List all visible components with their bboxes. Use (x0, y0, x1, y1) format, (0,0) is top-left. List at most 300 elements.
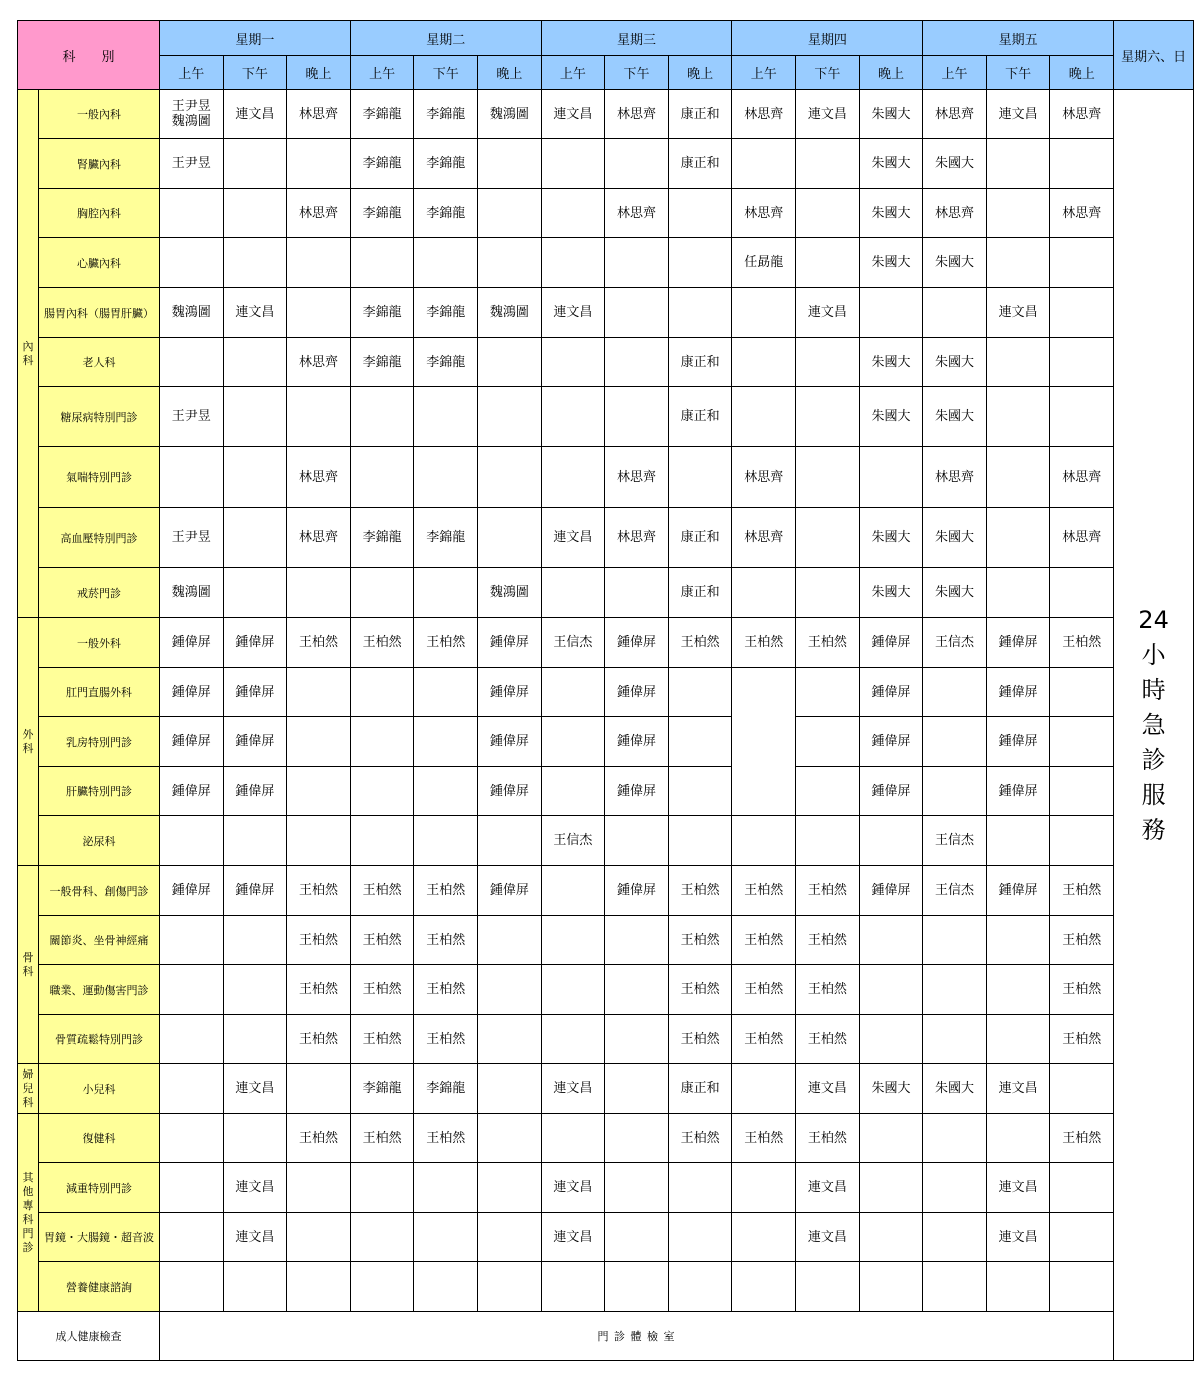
doctor-cell (986, 338, 1050, 387)
doctor-cell: 朱國大 (923, 338, 987, 387)
schedule-row (18, 338, 1194, 387)
doctor-cell: 王信杰 (541, 816, 605, 866)
doctor-cell (478, 338, 542, 387)
doctor-cell: 連文昌 (223, 1064, 287, 1114)
doctor-cell (1050, 238, 1114, 288)
doctor-cell (414, 238, 478, 288)
doctor-cell: 鍾偉屏 (986, 717, 1050, 767)
doctor-cell: 連文昌 (986, 1163, 1050, 1213)
doctor-cell (923, 1015, 987, 1064)
doctor-cell (414, 387, 478, 447)
doctor-cell (732, 387, 796, 447)
day-header-monday: 星期一 (160, 21, 351, 56)
doctor-cell: 康正和 (668, 568, 732, 618)
doctor-cell: 林思齊 (923, 90, 987, 139)
doctor-cell (986, 1015, 1050, 1064)
doctor-cell (668, 1262, 732, 1312)
doctor-cell (923, 668, 987, 717)
doctor-cell (160, 965, 224, 1015)
doctor-cell (796, 568, 860, 618)
doctor-cell: 王柏然 (1050, 618, 1114, 668)
doctor-cell (541, 965, 605, 1015)
category-label: 婦兒科 (22, 1067, 34, 1109)
doctor-cell: 王尹昱 (160, 508, 224, 568)
doctor-cell (1050, 139, 1114, 189)
doctor-cell: 連文昌 (541, 1064, 605, 1114)
doctor-cell (287, 1262, 351, 1312)
department-label: 腎臟內科 (39, 139, 160, 189)
doctor-cell (605, 816, 669, 866)
category-label: 內科 (22, 339, 34, 367)
doctor-cell (859, 288, 923, 338)
doctor-cell (605, 916, 669, 965)
doctor-cell (923, 1163, 987, 1213)
doctor-cell (350, 238, 414, 288)
weekend-header: 星期六、日 (1114, 21, 1194, 90)
doctor-cell (414, 1213, 478, 1262)
doctor-cell (414, 816, 478, 866)
doctor-cell (541, 238, 605, 288)
department-label: 一般外科 (39, 618, 160, 668)
doctor-cell: 鍾偉屏 (160, 866, 224, 916)
doctor-cell: 王柏然 (668, 965, 732, 1015)
doctor-cell (732, 1262, 796, 1312)
doctor-cell: 鍾偉屏 (605, 767, 669, 816)
doctor-cell (223, 568, 287, 618)
doctor-cell (160, 338, 224, 387)
department-label: 關節炎、坐骨神經痛 (39, 916, 160, 965)
doctor-cell: 連文昌 (986, 1064, 1050, 1114)
doctor-cell: 林思齊 (287, 508, 351, 568)
doctor-cell (923, 916, 987, 965)
day-header-wednesday: 星期三 (541, 21, 732, 56)
doctor-cell (986, 816, 1050, 866)
doctor-cell: 王柏然 (350, 618, 414, 668)
doctor-cell: 王柏然 (796, 866, 860, 916)
doctor-cell (287, 767, 351, 816)
doctor-cell: 鍾偉屏 (223, 717, 287, 767)
doctor-cell (859, 1114, 923, 1163)
doctor-cell (287, 139, 351, 189)
doctor-cell: 鍾偉屏 (223, 866, 287, 916)
schedule-row (18, 1015, 1194, 1064)
doctor-cell: 王柏然 (668, 1114, 732, 1163)
slot-header-tue-evening: 晚上 (478, 56, 542, 90)
doctor-cell (859, 1015, 923, 1064)
slot-header-mon-evening: 晚上 (287, 56, 351, 90)
doctor-cell: 王柏然 (1050, 1114, 1114, 1163)
doctor-cell (350, 387, 414, 447)
doctor-cell: 林思齊 (287, 338, 351, 387)
checkup-location: 門 診 體 檢 室 (160, 1312, 1114, 1361)
doctor-cell: 鍾偉屏 (986, 618, 1050, 668)
doctor-cell (796, 668, 860, 717)
checkup-row (18, 1312, 1194, 1361)
doctor-cell (668, 1163, 732, 1213)
doctor-cell (796, 767, 860, 816)
doctor-cell: 鍾偉屏 (478, 717, 542, 767)
schedule-body (18, 90, 1194, 1361)
doctor-cell: 連文昌 (796, 1213, 860, 1262)
doctor-cell: 連文昌 (541, 1213, 605, 1262)
doctor-cell: 林思齊 (732, 447, 796, 508)
doctor-cell (605, 139, 669, 189)
doctor-cell (1050, 338, 1114, 387)
schedule-row (18, 139, 1194, 189)
department-header: 科 別 (18, 21, 160, 90)
doctor-cell: 王柏然 (287, 866, 351, 916)
doctor-cell: 鍾偉屏 (859, 618, 923, 668)
doctor-cell (478, 1114, 542, 1163)
doctor-cell: 林思齊 (287, 447, 351, 508)
doctor-cell (223, 238, 287, 288)
doctor-cell (923, 288, 987, 338)
doctor-cell: 連文昌 (223, 90, 287, 139)
department-label: 乳房特別門診 (39, 717, 160, 767)
doctor-cell: 李錦龍 (414, 90, 478, 139)
doctor-cell (160, 1163, 224, 1213)
slot-header-fri-afternoon: 下午 (986, 56, 1050, 90)
department-label: 腸胃內科（腸胃肝臟） (39, 288, 160, 338)
doctor-cell (605, 1064, 669, 1114)
doctor-cell (605, 1213, 669, 1262)
doctor-cell: 王柏然 (414, 866, 478, 916)
doctor-cell (1050, 816, 1114, 866)
doctor-cell (668, 767, 732, 816)
doctor-cell: 朱國大 (859, 90, 923, 139)
schedule-row (18, 717, 1194, 767)
category-cell (18, 618, 39, 866)
doctor-cell (859, 1163, 923, 1213)
department-label: 氣喘特別門診 (39, 447, 160, 508)
doctor-cell: 王柏然 (1050, 965, 1114, 1015)
doctor-cell (605, 965, 669, 1015)
doctor-cell: 李錦龍 (350, 1064, 414, 1114)
doctor-cell: 王柏然 (732, 618, 796, 668)
doctor-cell: 林思齊 (605, 508, 669, 568)
doctor-cell: 鍾偉屏 (986, 668, 1050, 717)
doctor-cell: 鍾偉屏 (478, 767, 542, 816)
doctor-cell: 鍾偉屏 (478, 618, 542, 668)
doctor-cell (160, 916, 224, 965)
doctor-cell (478, 189, 542, 238)
doctor-cell: 魏鴻圖 (478, 568, 542, 618)
slot-header-thu-afternoon: 下午 (796, 56, 860, 90)
doctor-cell (223, 447, 287, 508)
doctor-cell: 鍾偉屏 (160, 767, 224, 816)
doctor-cell: 王柏然 (1050, 1015, 1114, 1064)
doctor-cell (605, 1262, 669, 1312)
doctor-cell (414, 668, 478, 717)
day-header-row (18, 21, 1194, 56)
doctor-cell: 朱國大 (859, 238, 923, 288)
slot-header-row (18, 56, 1194, 90)
doctor-cell: 魏鴻圖 (478, 288, 542, 338)
doctor-cell: 王柏然 (668, 1015, 732, 1064)
doctor-cell: 鍾偉屏 (478, 668, 542, 717)
doctor-cell: 鍾偉屏 (859, 767, 923, 816)
doctor-cell: 鍾偉屏 (160, 618, 224, 668)
doctor-cell (287, 1163, 351, 1213)
schedule-row (18, 90, 1194, 139)
doctor-cell (478, 139, 542, 189)
doctor-cell (796, 139, 860, 189)
doctor-cell: 王尹昱 (160, 139, 224, 189)
doctor-cell (541, 189, 605, 238)
doctor-cell: 鍾偉屏 (605, 717, 669, 767)
slot-header-mon-morning: 上午 (160, 56, 224, 90)
doctor-cell (350, 767, 414, 816)
doctor-cell: 朱國大 (859, 387, 923, 447)
day-header-tuesday: 星期二 (350, 21, 541, 56)
doctor-cell (223, 816, 287, 866)
slot-header-tue-afternoon: 下午 (414, 56, 478, 90)
doctor-cell (605, 387, 669, 447)
day-header-friday: 星期五 (923, 21, 1114, 56)
doctor-cell: 王柏然 (287, 1114, 351, 1163)
doctor-cell (478, 1015, 542, 1064)
doctor-cell: 林思齊 (732, 508, 796, 568)
doctor-cell (859, 965, 923, 1015)
department-label: 胃鏡・大腸鏡・超音波 (39, 1213, 160, 1262)
doctor-cell: 王柏然 (732, 916, 796, 965)
doctor-cell (923, 1213, 987, 1262)
doctor-cell (605, 288, 669, 338)
doctor-cell: 林思齊 (287, 189, 351, 238)
schedule-row (18, 668, 1194, 717)
doctor-cell (1050, 1163, 1114, 1213)
doctor-cell (605, 1015, 669, 1064)
doctor-cell: 鍾偉屏 (223, 767, 287, 816)
doctor-cell: 朱國大 (859, 508, 923, 568)
doctor-cell: 林思齊 (1050, 508, 1114, 568)
doctor-cell (796, 238, 860, 288)
doctor-cell: 朱國大 (923, 1064, 987, 1114)
department-label: 老人科 (39, 338, 160, 387)
doctor-cell: 鍾偉屏 (859, 717, 923, 767)
doctor-cell (350, 447, 414, 508)
schedule-row (18, 965, 1194, 1015)
doctor-cell: 康正和 (668, 90, 732, 139)
doctor-cell (287, 1213, 351, 1262)
doctor-cell: 李錦龍 (414, 139, 478, 189)
doctor-cell: 王柏然 (1050, 866, 1114, 916)
schedule-row (18, 1064, 1194, 1114)
doctor-cell (859, 816, 923, 866)
doctor-cell (668, 717, 732, 767)
doctor-cell (160, 1262, 224, 1312)
doctor-cell (223, 1114, 287, 1163)
doctor-cell: 任勗龍 (732, 238, 796, 288)
doctor-cell (732, 288, 796, 338)
doctor-cell (478, 816, 542, 866)
doctor-cell: 林思齊 (605, 90, 669, 139)
category-label: 骨科 (22, 950, 34, 978)
schedule-row (18, 1114, 1194, 1163)
doctor-cell (160, 1015, 224, 1064)
department-label: 一般內科 (39, 90, 160, 139)
doctor-cell: 李錦龍 (414, 338, 478, 387)
doctor-cell: 鍾偉屏 (223, 618, 287, 668)
slot-header-thu-morning: 上午 (732, 56, 796, 90)
doctor-cell: 連文昌 (796, 1163, 860, 1213)
doctor-cell (478, 508, 542, 568)
doctor-cell (478, 1064, 542, 1114)
doctor-cell (350, 668, 414, 717)
doctor-cell: 王信杰 (923, 866, 987, 916)
department-label: 肝臟特別門診 (39, 767, 160, 816)
doctor-cell (986, 387, 1050, 447)
doctor-cell (287, 1064, 351, 1114)
doctor-cell (796, 717, 860, 767)
doctor-cell (605, 568, 669, 618)
doctor-cell: 魏鴻圖 (160, 288, 224, 338)
doctor-cell (541, 387, 605, 447)
doctor-cell (160, 189, 224, 238)
category-cell (18, 1114, 39, 1312)
doctor-cell (1050, 668, 1114, 717)
doctor-cell: 連文昌 (541, 90, 605, 139)
slot-header-fri-evening: 晚上 (1050, 56, 1114, 90)
doctor-cell: 連文昌 (796, 90, 860, 139)
doctor-cell (1050, 1213, 1114, 1262)
doctor-cell (796, 816, 860, 866)
doctor-cell (986, 508, 1050, 568)
doctor-cell: 鍾偉屏 (223, 668, 287, 717)
doctor-cell (986, 238, 1050, 288)
doctor-cell: 連文昌 (986, 288, 1050, 338)
doctor-cell (223, 189, 287, 238)
department-label: 職業、運動傷害門診 (39, 965, 160, 1015)
doctor-cell (478, 238, 542, 288)
doctor-cell: 王柏然 (287, 965, 351, 1015)
doctor-cell (287, 717, 351, 767)
doctor-cell (223, 139, 287, 189)
doctor-cell: 王柏然 (414, 1114, 478, 1163)
doctor-cell (668, 668, 732, 717)
doctor-cell (350, 1163, 414, 1213)
doctor-cell: 林思齊 (287, 90, 351, 139)
doctor-cell (414, 767, 478, 816)
doctor-cell (478, 1262, 542, 1312)
doctor-cell (923, 767, 987, 816)
doctor-cell: 李錦龍 (414, 288, 478, 338)
doctor-cell: 王柏然 (668, 618, 732, 668)
doctor-cell (732, 1163, 796, 1213)
category-label: 其他專科門診 (22, 1170, 34, 1254)
doctor-cell: 王信杰 (923, 618, 987, 668)
doctor-cell (478, 1163, 542, 1213)
doctor-cell: 朱國大 (859, 1064, 923, 1114)
department-label: 一般骨科、創傷門診 (39, 866, 160, 916)
schedule-row (18, 447, 1194, 508)
doctor-cell: 朱國大 (859, 189, 923, 238)
doctor-cell (923, 1262, 987, 1312)
doctor-cell (541, 338, 605, 387)
doctor-cell (160, 1064, 224, 1114)
doctor-cell (541, 447, 605, 508)
slot-header-fri-morning: 上午 (923, 56, 987, 90)
schedule-row (18, 816, 1194, 866)
doctor-cell (986, 189, 1050, 238)
doctor-cell: 朱國大 (859, 568, 923, 618)
doctor-cell: 康正和 (668, 338, 732, 387)
schedule-row (18, 288, 1194, 338)
department-label: 戒菸門診 (39, 568, 160, 618)
doctor-cell: 王柏然 (796, 965, 860, 1015)
doctor-cell (1050, 288, 1114, 338)
doctor-cell (478, 1213, 542, 1262)
doctor-cell: 王尹昱 (160, 387, 224, 447)
doctor-cell: 王柏然 (668, 916, 732, 965)
doctor-cell: 王柏然 (668, 866, 732, 916)
doctor-cell (160, 816, 224, 866)
doctor-cell (160, 238, 224, 288)
emergency-service-cell (1114, 90, 1194, 1361)
doctor-cell (732, 668, 796, 816)
doctor-cell (986, 965, 1050, 1015)
doctor-cell (160, 1213, 224, 1262)
doctor-cell (732, 816, 796, 866)
doctor-cell (223, 338, 287, 387)
doctor-cell: 朱國大 (923, 387, 987, 447)
doctor-cell (923, 717, 987, 767)
doctor-cell: 王柏然 (350, 1114, 414, 1163)
doctor-cell (668, 447, 732, 508)
category-cell (18, 90, 39, 618)
doctor-cell (986, 447, 1050, 508)
doctor-cell (541, 916, 605, 965)
doctor-cell: 鍾偉屏 (160, 717, 224, 767)
doctor-cell (859, 447, 923, 508)
doctor-cell: 鍾偉屏 (605, 668, 669, 717)
doctor-cell: 朱國大 (859, 139, 923, 189)
doctor-cell (414, 447, 478, 508)
doctor-cell (350, 717, 414, 767)
doctor-cell (1050, 568, 1114, 618)
doctor-cell (1050, 717, 1114, 767)
doctor-cell (923, 965, 987, 1015)
doctor-cell (414, 1163, 478, 1213)
doctor-cell: 王柏然 (732, 1114, 796, 1163)
doctor-cell: 連文昌 (541, 508, 605, 568)
doctor-cell (796, 1262, 860, 1312)
doctor-cell: 鍾偉屏 (605, 866, 669, 916)
schedule-row (18, 767, 1194, 816)
category-cell (18, 866, 39, 1064)
doctor-cell: 康正和 (668, 508, 732, 568)
slot-header-wed-evening: 晚上 (668, 56, 732, 90)
doctor-cell (541, 1114, 605, 1163)
doctor-cell: 連文昌 (541, 1163, 605, 1213)
doctor-cell: 王柏然 (796, 1114, 860, 1163)
doctor-cell: 康正和 (668, 139, 732, 189)
doctor-cell: 朱國大 (859, 338, 923, 387)
doctor-cell (796, 338, 860, 387)
doctor-cell: 李錦龍 (350, 189, 414, 238)
doctor-cell (668, 189, 732, 238)
doctor-cell (986, 1114, 1050, 1163)
doctor-cell (223, 1015, 287, 1064)
department-label: 小兒科 (39, 1064, 160, 1114)
doctor-cell: 鍾偉屏 (605, 618, 669, 668)
doctor-cell: 王柏然 (414, 618, 478, 668)
doctor-cell: 王柏然 (414, 1015, 478, 1064)
department-label: 減重特別門診 (39, 1163, 160, 1213)
slot-header-wed-afternoon: 下午 (605, 56, 669, 90)
schedule-row (18, 189, 1194, 238)
doctor-cell (605, 1163, 669, 1213)
